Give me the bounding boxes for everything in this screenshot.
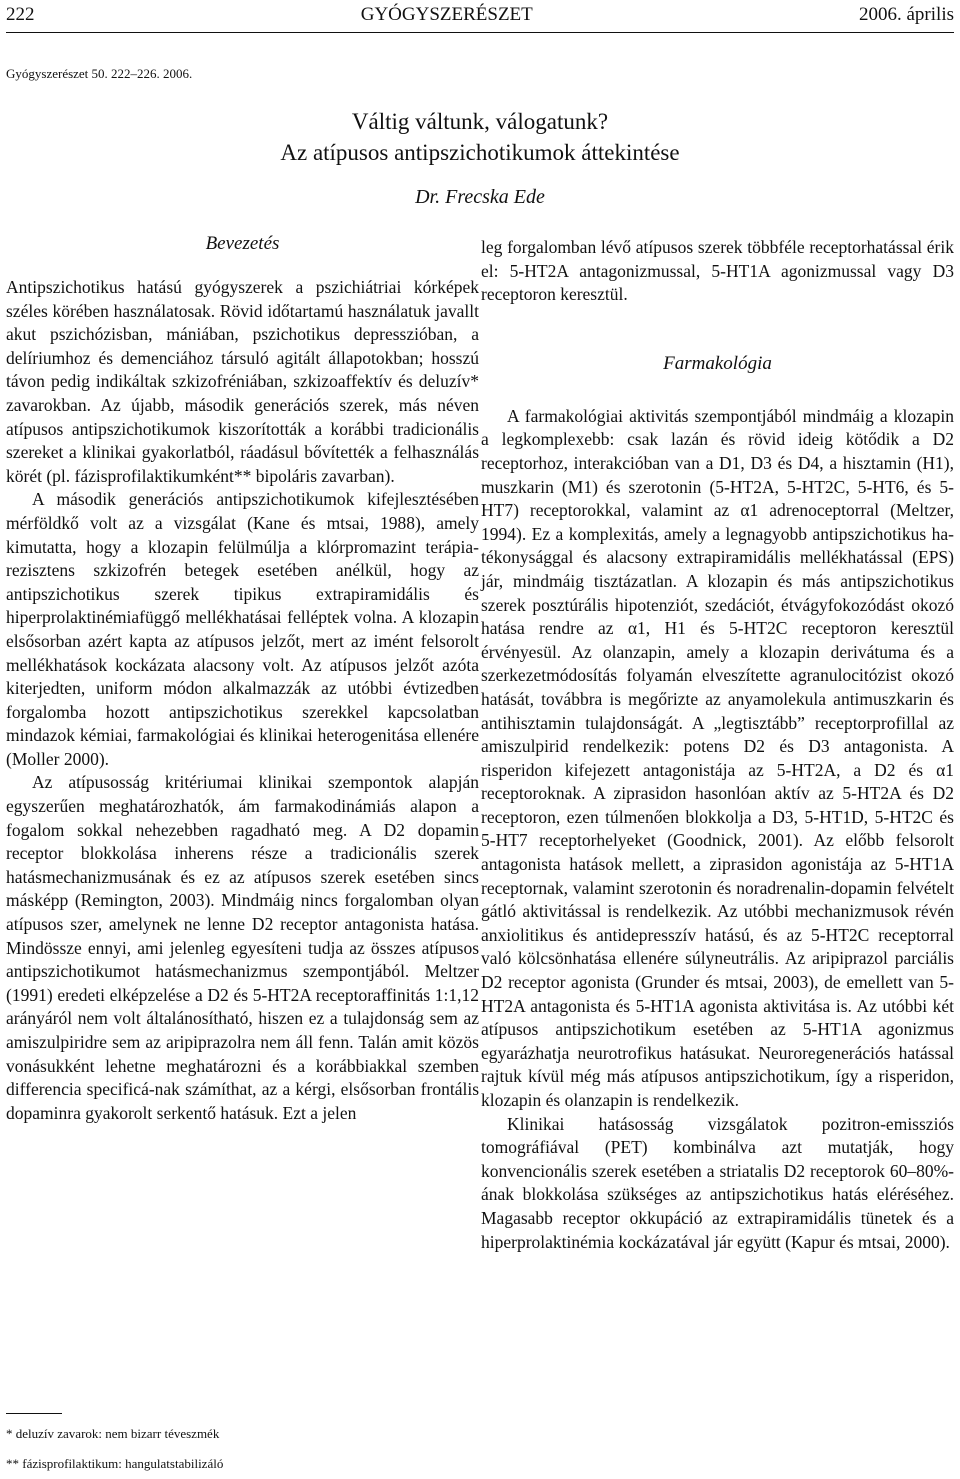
running-header (6, 2, 954, 28)
footnote-rule (6, 1413, 62, 1414)
title-block (0, 106, 960, 212)
paragraph: Antipszichotikus hatású gyógyszerek a pszichiátriai kórképek széles körében használatosak. Rövid időtartamú használatuk javallt akut pszichózisban, mániában, pszichotikus depresszióban, a delíriumhoz és demenciához társuló agitált állapotokban; hosszú távon pedig indikáltak szkizofréniában, szkizoaffektív és deluzív* zavarokban. Az újabb, második generációs szerek, más néven atípusos antipszichotikumok kiszorították a korábbi tradicionális szereket a klinikai gyakorlatból, ráadásul bővítették a felhasználás körét (pl. fázisprofilaktikumként** bipoláris zavarban). (6, 277, 479, 486)
paragraph: A második generációs antipszichotikumok kifejlesztésében mérföldkő volt az a vizsgálat (Kane és mtsai, 1988), amely kimutatta, hogy a klozapin felülmúlja a klórpromazint terápia-rezisztens szkizofrén betegek esetében anélkül, hogy az antipszichotikus szerek tipikus extrapiramidális és hiperprolaktinémiafüggő mellékhatásai felléptek volna. A klozapin elsősorban azért kapta az atípusos jelzőt, mert az imént felsorolt mellékhatások kockázata alacsony volt. Az atípusos jelzőt azóta kiterjedten, uniform módon alkalmazzák az utóbbi évtizedben forgalomba hozott antipszichotikus szerekkel kapcsolatban mindazok kémiai, farmakológiai és klinikai heterogenitása ellenére (Moller 2000). (6, 489, 479, 769)
section-heading-intro: Bevezetés (205, 233, 280, 254)
paragraph: Az atípusosság kritériumai klinikai szempontok alapján egyszerűen meghatározhatók, ám farmakodinámiás alapon a fogalom sokkal nehezebben ragadható meg. A D2 dopamin receptor blokkolása inherens része a tradicionális szerek hatásmechanizmusának és ez az atípusos szerek esetében sincs másképp (Remington, 2003). Mindmáig nincs forgalomban olyan atípusos szer, amelynek ne lenne D2 receptor antagonista hatása. Mindössze ennyi, ami jelenleg egyesíteni tudja az összes atípusos antipszichotikumot hatásmechanizmus szempontjából. Meltzer (1991) eredeti elképzelése a D2 és 5-HT2A receptoraffinitás 1:1,12 arányáról nem volt általánosítható, hiszen ez a tulajdonság sem az amiszulpiridre sem az aripiprazolra nem áll fenn. Talán amit közös vonásukként lehetne meghatározni és a korábbiakkal szemben differencia specificá-nak számíthat, az a kérgi, elsősorban frontális dopaminra gyakorolt serkentő hatásuk. Ezt a jelen (6, 772, 479, 1123)
right-column (481, 236, 954, 1254)
journal-name: GYÓGYSZERÉSZET (360, 4, 533, 25)
header-rule (6, 32, 954, 33)
issue-date: 2006. április (859, 4, 954, 25)
section-heading-pharmacology: Farmakológia (663, 352, 772, 374)
footnotes (6, 1419, 223, 1479)
footnote-1: * deluzív zavarok: nem bizarr téveszmék (6, 1426, 220, 1441)
paragraph: leg forgalomban lévő atípusos szerek többféle receptorhatással érik el: 5-HT2A antagonizmussal, 5-HT1A agonizmussal vagy D3 receptoron keresztül. (481, 237, 954, 305)
paragraph: A farmakológiai aktivitás szempontjából mindmáig a klozapin a legkomplexebb: csak lazán és rövid ideig kötődik a D2 receptorhoz, interakcióban van a D1, D3 és D4, a hisztamin (H1), muszkarin (M1) és szerotonin (5-HT2A, 5-HT2C, 5-HT6, és 5-HT7) receptorokkal, valamint az α1 adrenoceptorral (Meltzer, 1994). Ez a komplexitás, amely a legnagyobb antipszichotikus hatékonysággal és alacsony extrapiramidális mellékhatással (EPS) jár, mindmáig tisztázatlan. A klozapin és más antipszichotikus szerek posztúrális hipotenziót, szedációt, étvágyfokozódást okozó hatása rendre az α1, H1 és 5-HT2C receptoron keresztül érvényesül. Az olanzapin, amely a klozapin derivátuma és a szerkezetmódosítás folyamán elveszítette agranulocitózist okozó hatását, továbbra is megőrizte az anyamolekula antimuszkarin és antihisztamin tulajdonságát. A „legtisztább” receptorprofillal az amiszulpirid rendelkezik: potens D2 és D3 antagonista. A risperidon kifejezett antagonistája az 5-HT2A, a D2 és α1 receptoroknak. A ziprasidon hasonlóan aktív az 5-HT2A és D2 receptoron, ezen túlmenően blokkolja a D3, 5-HT1D, 5-HT2C és 5-HT7 receptorhelyeket (Goodnick, 2001). Az előbb felsorolt antagonista hatások mellett, a ziprasidon agonistája az 5-HT1A receptornak, valamint szerotonin és noradrenalin-dopamin felvételt gátló aktivitással is rendelkezik. Az utóbbi mechanizmusok révén anxiolitikus és antidepresszív hatású, és az 5-HT2C receptorral való kölcsönhatása ellenére súlyneutrális. Az aripiprazol parciális D2 receptor agonista (Grunder és mtsai, 2003), de emellett van 5-HT2A antagonista és 5-HT1A agonista aktivitása is. Az utóbbi két atípusos antipszichotikum esetében az 5-HT1A agonizmus egyarázhatja neurotrofikus hatásukat. Neuroregenerációs hatással rajtuk kívül még más atípusos antipszichotikum, így a risperidon, klozapin és olanzapin is rendelkezik. (481, 405, 954, 1110)
article-title-line2: Az atípusos antipszichotikumok áttekintése (280, 140, 680, 165)
page-number: 222 (6, 4, 35, 25)
author: Dr. Frecska Ede (415, 186, 545, 208)
paragraph: Klinikai hatásosság vizsgálatok pozitron-emissziós tomográfiával (PET) kombinálva azt mutatják, hogy konvencionális szerek esetében a striatalis D2 receptorok 60–80%-ának blokkolása szükséges az antipszichotikus hatás eléréséhez. Magasabb receptor okkupáció az extrapiramidális tünetek és a hiperprolaktinémia kockázatával jár együtt (Kapur és mtsai, 2000). (481, 1113, 954, 1252)
left-column (6, 231, 479, 1125)
citation: Gyógyszerészet 50. 222–226. 2006. (6, 66, 193, 81)
footnote-2: ** fázisprofilaktikum: hangulatstabilizáló (6, 1456, 224, 1471)
article-title-line1: Váltig váltunk, válogatunk? (351, 109, 609, 134)
